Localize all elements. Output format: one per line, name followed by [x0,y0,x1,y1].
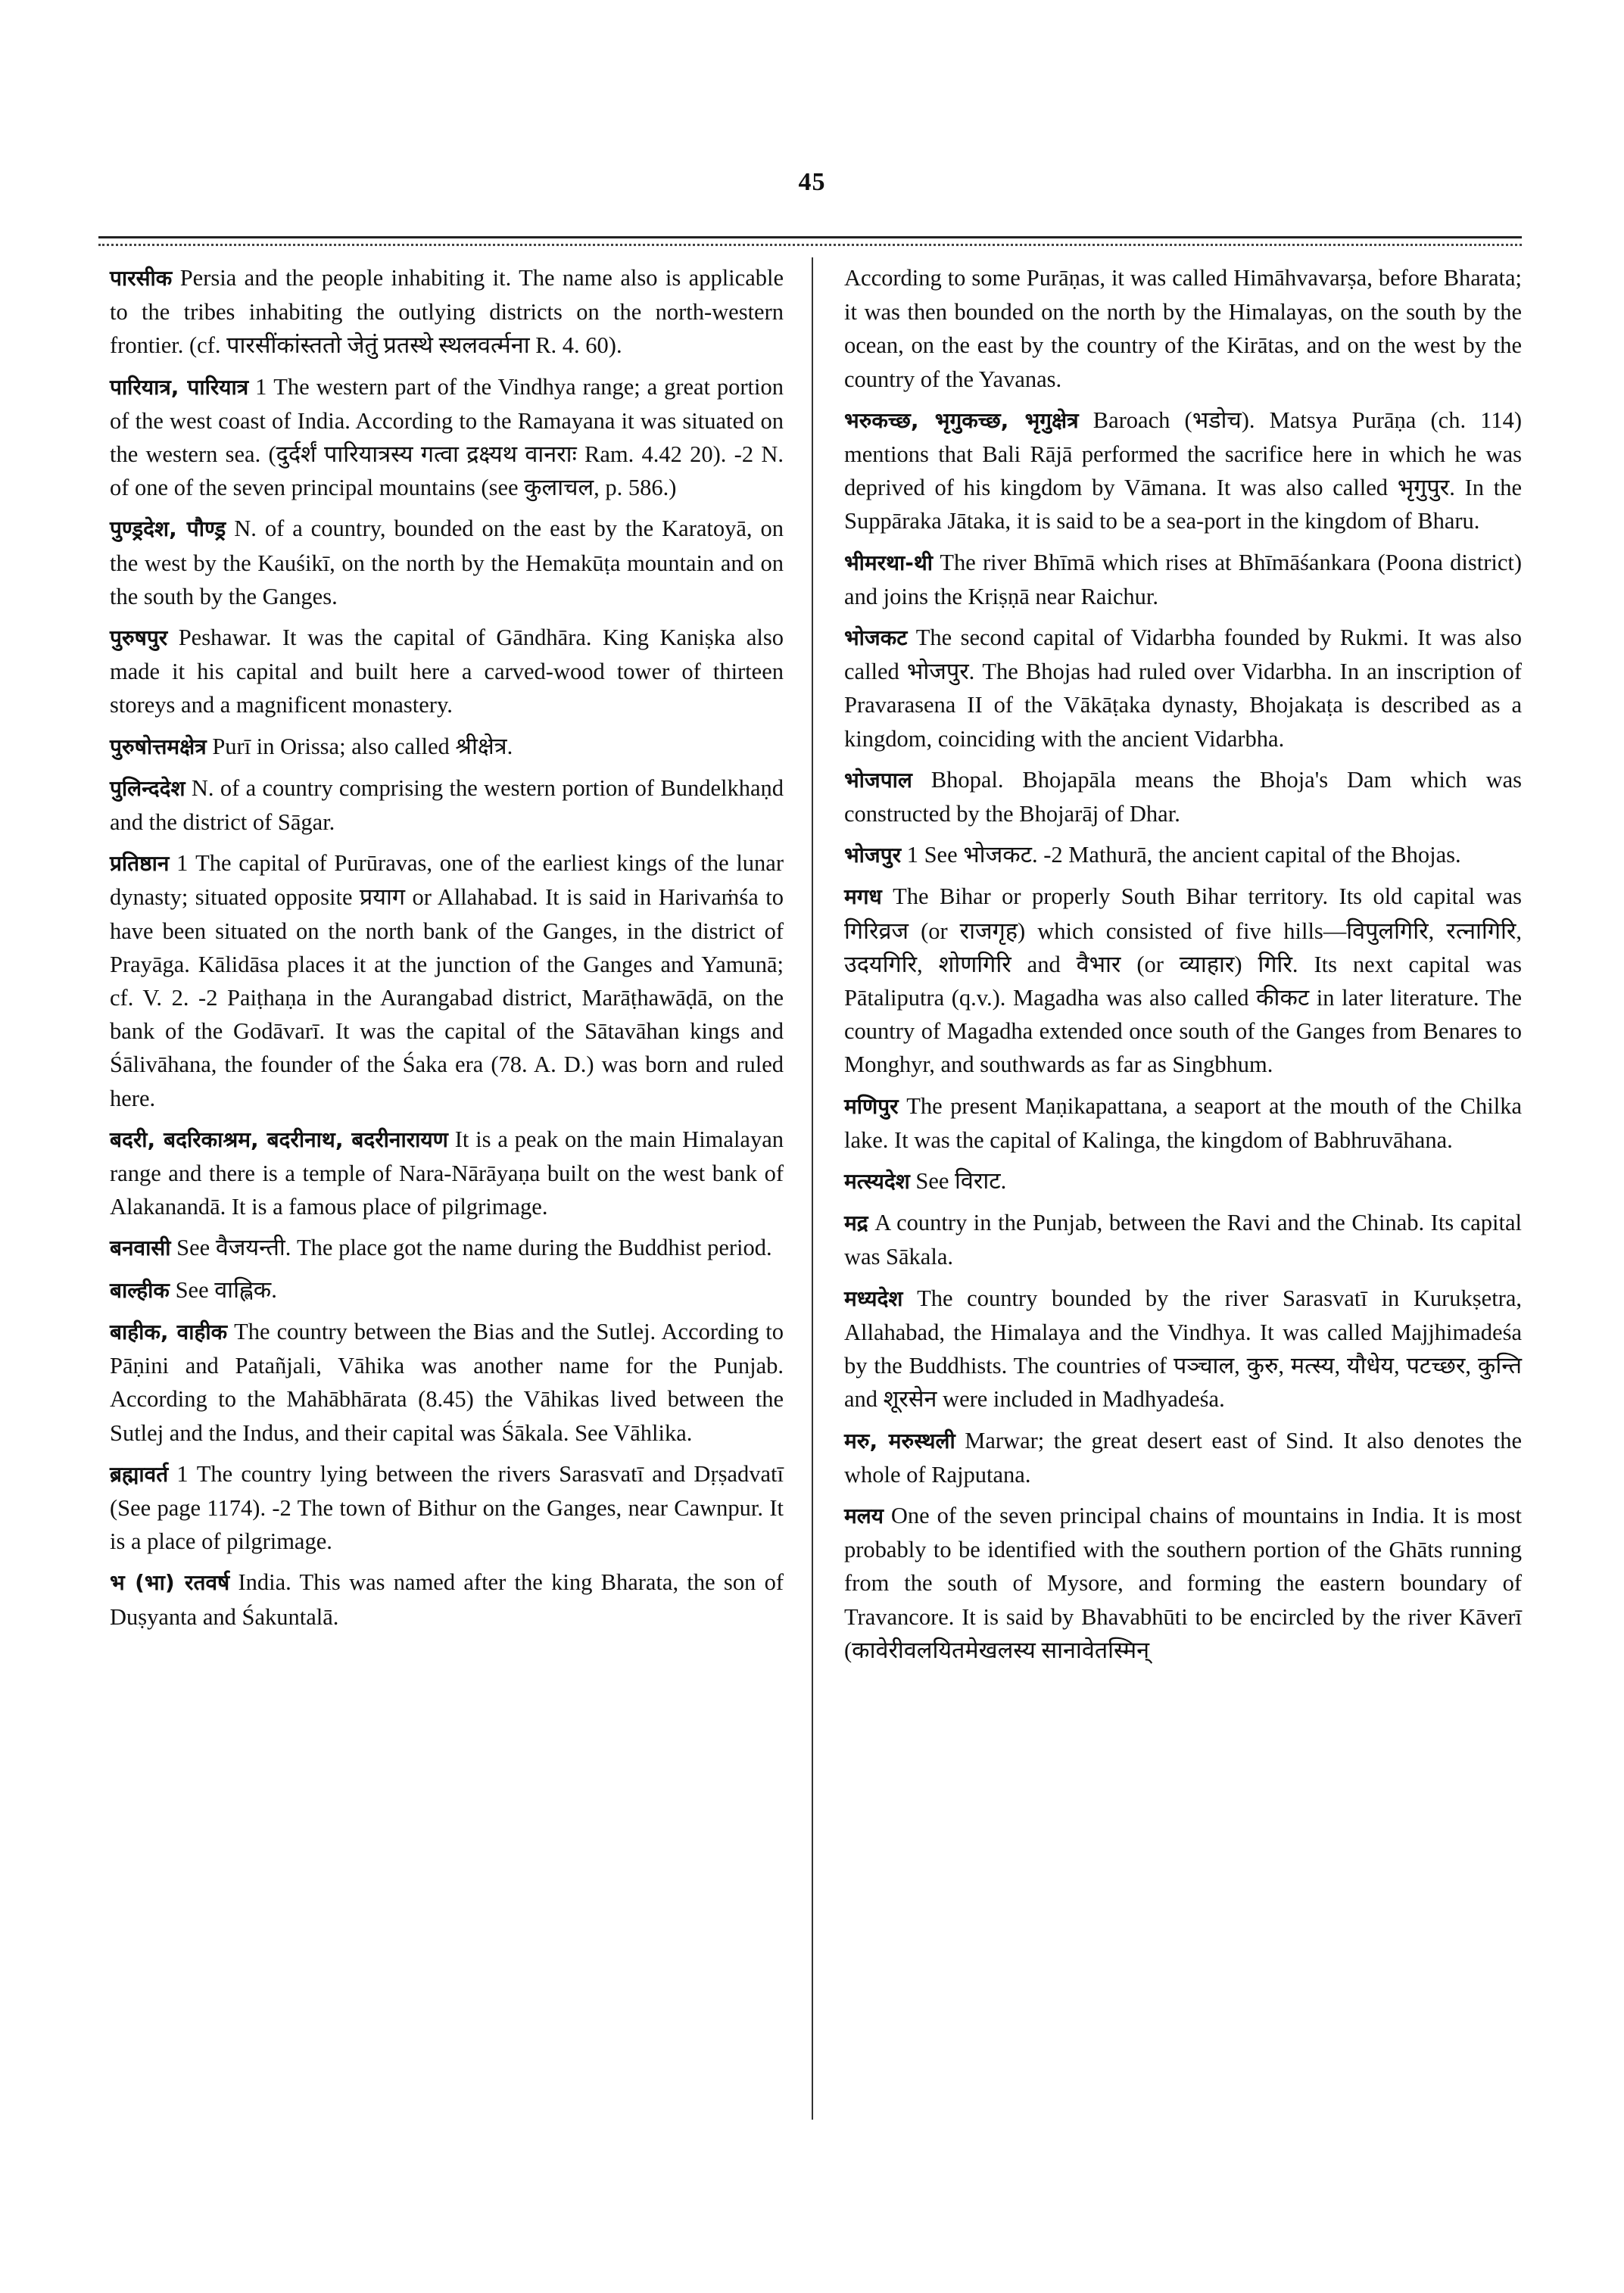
header-dotted-rule [98,244,1522,246]
entry-text: See वैजयन्ती. The place got the name during the Buddhist period. [176,1235,772,1261]
entry-text: Persia and the people inhabiting it. The name also is applicable to the tribes inhabiting the outlying districts on the north-western frontier. (cf. पारसींकांस्ततो जेतुं प्रतस्थे स्थलवर्त्मना R. 4. 60). [110,265,784,359]
dictionary-entry [844,621,1522,756]
dictionary-entry [110,1315,784,1450]
entry-headword: भोजपाल [844,767,912,793]
dictionary-entry [844,546,1522,613]
page-number: 45 [798,168,826,196]
dictionary-entry [844,1164,1522,1198]
dictionary-entry [110,512,784,613]
entry-headword: भोजकट [844,625,908,651]
entry-headword: बनवासी [110,1235,171,1261]
dictionary-entry [844,1089,1522,1157]
entry-text: The present Maṇikapattana, a seaport at the mouth of the Chilka lake. It was the capital of Kalinga, the kingdom of Babhruvāhana. [844,1092,1523,1153]
entry-text: 1 The country lying between the rivers Sarasvatī and Dṛṣadvatī (See page 1174). -2 The town of Bithur on the Ganges, near Cawnpur. It is a place of pilgrimage. [110,1460,784,1555]
entry-text: Marwar; the great desert east of Sind. It also denotes the whole of Rajputana. [844,1427,1522,1488]
entry-text: See विराट. [915,1168,1007,1195]
dictionary-entry [844,1282,1522,1416]
dictionary-entry [110,771,784,839]
entry-headword: मध्यदेश [844,1285,903,1311]
entry-headword: मत्स्यदेश [844,1169,910,1195]
entry-text: India. This was named after the king Bharata, the son of Duṣyanta and Śakuntalā. [110,1569,784,1630]
dictionary-entry [110,1273,784,1307]
entry-text: 1 The capital of Purūravas, one of the earliest kings of the lunar dynasty; situated opposite प्रयाग or Allahabad. It is said in Harivaṁśa to have been situated on the north bank of the Ganges, in the district of Prayāga. Kālidāsa places it at the junction of the Ganges and Yamunā; cf. V. 2. -2 Paiṭhaṇa in the Aurangabad district, Marāṭhawāḍā, on the bank of the Godāvarī. It was the capital of the Sātavāhan kings and Śālivāhana, the founder of the Śaka era (78. A. D.) was born and ruled here. [110,850,784,1111]
dictionary-entry [844,403,1522,538]
entry-text: The Bihar or properly South Bihar territory. Its old capital was गिरिव्रज (or राजगृह) which consisted of five hills—विपुलगिरि, रत्नागिरि, उदयगिरि, शोणगिरि and वैभार (or व्याहार) गिरि. Its next capital was Pātaliputra (q.v.). Magadha was also called कीकट in later literature. The country of Magadha extended once south of the Ganges from Benares to Monghyr, and southwards as far as Singbhum. [844,883,1522,1078]
entry-text: N. of a country, bounded on the east by the Karatoyā, on the west by the Kauśikī, on the north by the Hemakūṭa mountain and on the south by the Ganges. [110,516,784,609]
entry-headword: मरु, मरुस्थली [844,1428,955,1453]
entry-headword: पुण्ड्रदेश, पौण्ड्र [110,516,226,542]
entry-headword: मणिपुर [844,1093,899,1119]
dictionary-entry [844,1206,1522,1273]
entry-headword: पारसीक [110,266,173,291]
entry-text: It is a peak on the main Himalayan range and there is a temple of Nara-Nārāyaṇa built on the west bank of Alakanandā. It is a famous place of pilgrimage. [110,1126,784,1220]
dictionary-entry [110,1123,784,1224]
dictionary-entry [110,730,784,764]
dictionary-entry-continued [844,261,1522,396]
dictionary-entry [110,1231,784,1265]
entry-headword: पारियात्र, पारियात्र [110,374,249,400]
entry-headword: पुरुषोत्तमक्षेत्र [110,734,207,759]
entry-text: N. of a country comprising the western portion of Bundelkhaṇd and the district of Sāgar. [110,774,784,836]
entry-text: 1 The western part of the Vindhya range; a great portion of the west coast of India. According to the Ramayana it was situated on the western sea. (दुर्दर्शं पारियात्रस्य गत्वा द्रक्ष्यथ वानराः Ram. 4.42 20). -2 N. of one of the seven principal mountains (see कुलाचल, p. 586.) [110,373,784,501]
entry-headword: मलय [844,1503,884,1528]
entry-text: According to some Purāṇas, it was called Himāhvavarṣa, before Bharata; it was then bounded on the north by the Himalayas, on the south by the ocean, on the east by the country of the Kirātas, and on the west by the country of the Yavanas. [844,265,1522,392]
entry-headword: बदरी, बदरिकाश्रम, बदरीनाथ, बदरीनारायण [110,1126,448,1152]
dictionary-entry [844,1499,1522,1667]
dictionary-entry [844,1424,1522,1491]
entry-text: One of the seven principal chains of mountains in India. It is most probably to be identified with the southern portion of the Ghāts running from the south of Mysore, and forming the eastern boundary of Travancore. It is said by Bhavabhūti to be encircled by the river Kāverī (कावेरीवलयितमेखलस्य सानावेतस्मिन् [844,1502,1522,1663]
dictionary-entry [110,1566,784,1633]
left-column [110,261,784,1641]
header-rule [98,236,1522,238]
entry-text: See वाह्लिक. [175,1276,277,1303]
column-divider [812,257,813,2120]
entry-text: A country in the Punjab, between the Ravi and the Chinab. Its capital was Sākala. [844,1210,1523,1270]
entry-text: Purī in Orissa; also called श्रीक्षेत्र. [212,733,513,759]
entry-headword: मद्र [844,1210,868,1236]
dictionary-entry [110,370,784,505]
entry-text: Baroach (भडोच). Matsya Purāṇa (ch. 114) mentions that Bali Rājā performed the sacrifice here in which he was deprived of his kingdom by Vāmana. It was also called भृगुपुर. In the Suppāraka Jātaka, it is said to be a sea-port in the kingdom of Bharu. [844,407,1523,534]
entry-text: The country bounded by the river Sarasvatī in Kurukṣetra, Allahabad, the Himalaya and the Vindhya. It was called Majjhimadeśa by the Buddhists. The countries of पञ्चाल, कुरु, मत्स्य, यौधेय, पटच्छर, कुन्ति and शूरसेन were included in Madhyadeśa. [844,1285,1522,1413]
entry-headword: भरुकच्छ, भृगुकच्छ, भृगुक्षेत्र [844,407,1079,433]
entry-headword: प्रतिष्ठान [110,851,170,877]
entry-text: The country between the Bias and the Sutlej. According to Pāṇini and Patañjali, Vāhika was another name for the Punjab. According to the Mahābhārata (8.45) the Vāhikas lived between the Sutlej and the Indus, and their capital was Śākala. See Vāhlika. [110,1318,784,1446]
entry-text: Bhopal. Bhojapāla means the Bhoja's Dam which was constructed by the Bhojarāj of Dhar. [844,766,1522,827]
entry-headword: भोजपुर [844,843,902,868]
entry-headword: पुलिन्ददेश [110,775,185,801]
entry-headword: भ (भा) रतवर्ष [110,1570,230,1596]
dictionary-entry [110,846,784,1115]
entry-text: The river Bhīmā which rises at Bhīmāśankara (Poona district) and joins the Kriṣṇā near Raichur. [844,549,1523,609]
dictionary-entry [844,838,1522,872]
entry-headword: ब्रह्मावर्त [110,1461,169,1487]
dictionary-entry [110,621,784,722]
entry-headword: बाहीक, वाहीक [110,1319,228,1344]
dictionary-entry [844,880,1522,1081]
entry-headword: मगध [844,884,882,910]
entry-headword: भीमरथा-थी [844,550,934,575]
entry-text: Peshawar. It was the capital of Gāndhāra. King Kaniṣka also made it his capital and built here a carved-wood tower of thirteen storeys and a magnificent monastery. [110,625,784,718]
dictionary-entry [110,1457,784,1559]
dictionary-entry [844,763,1522,830]
right-column [844,261,1522,1675]
entry-headword: बाल्हीक [110,1277,170,1303]
dictionary-entry [110,261,784,363]
entry-text: 1 See भोजकट. -2 Mathurā, the ancient capital of the Bhojas. [906,842,1461,868]
entry-text: The second capital of Vidarbha founded by Rukmi. It was also called भोजपुर. The Bhojas had ruled over Vidarbha. In an inscription of Pravarasena II of the Vākāṭaka dynasty, Bhojakaṭa is described as a kingdom, coinciding with the ancient Vidarbha. [844,625,1522,752]
entry-headword: पुरुषपुर [110,625,168,651]
